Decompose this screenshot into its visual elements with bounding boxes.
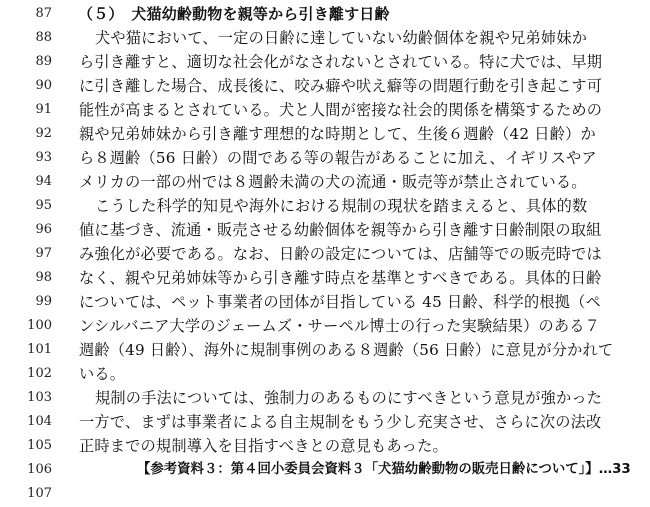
paragraph-line: 犬や猫において、一定の日齢に達していない幼齢個体を親や兄弟姉妹か	[95, 29, 588, 47]
paragraph-line: 週齢（49 日齢）、海外に規制事例のある８週齢（56 日齢）に意見が分かれて	[79, 341, 614, 359]
line-number: 92	[35, 126, 52, 141]
line-number: 99	[35, 294, 52, 309]
line-number: 103	[27, 390, 52, 405]
line-number: 89	[35, 54, 52, 69]
doc-line	[0, 290, 650, 314]
paragraph-line: 正時までの規制導入を目指すべきとの意見もあった。	[79, 437, 448, 455]
paragraph-line: 値に基づき、流通・販売させる幼齢個体を親等から引き離す日齢制限の取組	[79, 221, 602, 239]
line-number: 97	[35, 246, 52, 261]
doc-line	[0, 410, 650, 434]
line-number: 87	[35, 6, 52, 21]
doc-line	[0, 434, 650, 458]
line-number: 104	[27, 414, 52, 429]
line-number: 100	[27, 318, 52, 333]
line-number: 98	[35, 270, 52, 285]
paragraph-line: については、ペット事業者の団体が目指している 45 日齢、科学的根拠（ペ	[79, 293, 601, 311]
paragraph-line: み強化が必要である。なお、日齢の設定については、店舗等での販売時では	[79, 245, 602, 263]
section-heading: （５） 犬猫幼齢動物を親等から引き離す日齢	[78, 5, 390, 23]
line-number: 91	[35, 102, 52, 117]
paragraph-line: 親や兄弟姉妹から引き離す理想的な時期として、生後６週齢（42 日齢）か	[79, 125, 596, 143]
paragraph-line: 規制の手法については、強制力のあるものにすべきという意見が強かった	[95, 389, 603, 407]
line-number: 93	[35, 150, 52, 165]
doc-line	[0, 266, 650, 290]
doc-line	[0, 50, 650, 74]
paragraph-line: メリカの一部の州では８週齢未満の犬の流通・販売等が禁止されている。	[79, 173, 587, 191]
doc-line	[0, 122, 650, 146]
paragraph-line: ら８週齢（56 日齢）の間である等の報告があることに加え、イギリスやア	[79, 149, 597, 167]
line-number: 107	[27, 486, 52, 501]
doc-line	[0, 26, 650, 50]
doc-line	[0, 314, 650, 338]
line-number: 105	[27, 438, 52, 453]
doc-line	[0, 458, 650, 482]
line-number: 88	[35, 30, 52, 45]
line-number: 90	[35, 78, 52, 93]
reference-note: 【参考資料３：第４回小委員会資料３「犬猫幼齢動物の販売日齢について」】…33	[137, 462, 631, 477]
doc-line	[0, 242, 650, 266]
line-number: 102	[27, 366, 52, 381]
doc-line	[0, 338, 650, 362]
doc-line	[0, 218, 650, 242]
doc-line	[0, 2, 650, 26]
paragraph-line: いる。	[79, 365, 126, 383]
paragraph-line: 能性が高まるとされている。犬と人間が密接な社会的関係を構築するための	[79, 101, 603, 119]
paragraph-line: ンシルバニア大学のジェームズ・サーペル博士の行った実験結果）のある７	[79, 317, 601, 335]
doc-line	[0, 98, 650, 122]
line-number: 101	[27, 342, 52, 357]
line-number: 106	[27, 462, 52, 477]
line-number: 94	[35, 174, 52, 189]
paragraph-line: に引き離した場合、成長後に、咬み癖や吠え癖等の問題行動を引き起こす可	[79, 77, 603, 95]
paragraph-line: 一方で、まずは事業者による自主規制をもう少し充実させ、さらに次の法改	[79, 413, 602, 431]
paragraph-line: なく、親や兄弟姉妹等から引き離す時点を基準とすべきである。具体的日齢	[79, 269, 602, 287]
doc-line	[0, 170, 650, 194]
line-number: 95	[35, 198, 52, 213]
paragraph-line: ら引き離すと、適切な社会化がなされないとされている。特に犬では、早期	[79, 53, 603, 71]
line-number: 96	[35, 222, 52, 237]
doc-line	[0, 362, 650, 386]
doc-line	[0, 194, 650, 218]
doc-line	[0, 482, 650, 506]
doc-line	[0, 146, 650, 170]
doc-line	[0, 74, 650, 98]
doc-line	[0, 386, 650, 410]
paragraph-line: こうした科学的知見や海外における規制の現状を踏まえると、具体的数	[95, 197, 588, 215]
